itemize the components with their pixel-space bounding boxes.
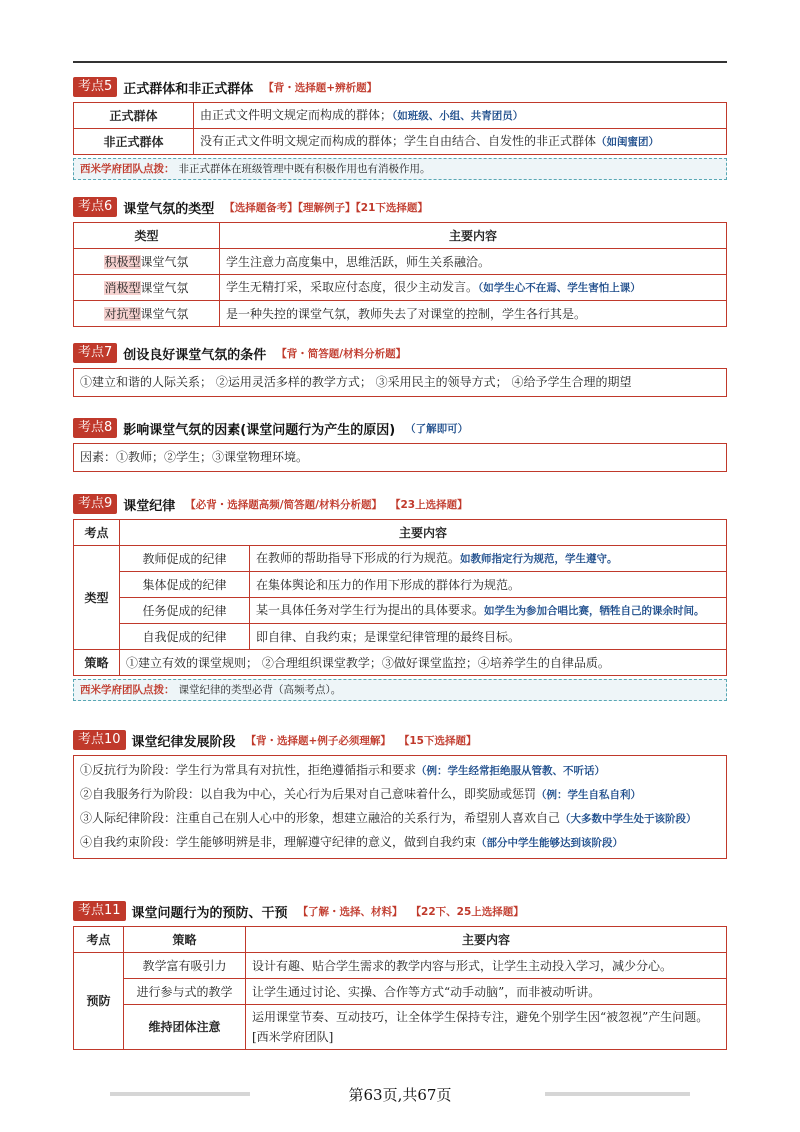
section-10-note: 【背・选择题+例子必须理解】 bbox=[245, 734, 391, 747]
table-cell: 设计有趣、贴合学生需求的教学内容与形式，让学生主动投入学习，减少分心。 bbox=[246, 953, 727, 979]
item-example: （大多数中学生处于该阶段） bbox=[560, 813, 697, 825]
section-9-tag: 考点9 bbox=[73, 494, 117, 514]
tip-text: 课堂纪律的类型必背（高频考点）。 bbox=[178, 684, 342, 696]
section-9-tip bbox=[73, 679, 727, 701]
table-cell bbox=[194, 129, 727, 155]
section-9-note-year: 【23上选择题】 bbox=[389, 498, 468, 511]
section-6 bbox=[73, 196, 727, 327]
section-9-header bbox=[73, 493, 727, 515]
cell-text: 由正式文件明文规定而构成的群体； bbox=[200, 108, 393, 122]
section-6-header bbox=[73, 196, 727, 218]
cell-example: 如教师指定行为规范，学生遵守。 bbox=[460, 553, 618, 565]
section-7-content: ①建立和谐的人际关系； ②运用灵活多样的教学方式； ③采用民主的领导方式； ④给予学生合理的期望 bbox=[73, 368, 727, 397]
item-text: ④自我约束阶段：学生能够明辨是非，理解遵守纪律的意义，做到自我约束 bbox=[80, 835, 477, 849]
group-cell: 类型 bbox=[74, 546, 120, 650]
section-8-title: 影响课堂气氛的因素(课堂问题行为产生的原因) bbox=[123, 422, 396, 438]
table-cell: 非正式群体 bbox=[74, 129, 194, 155]
section-11 bbox=[73, 900, 727, 1050]
table-cell bbox=[74, 249, 220, 275]
cell-text: 没有正式文件明文规定而构成的群体；学生自由结合、自发性的非正式群体 bbox=[200, 134, 597, 148]
table-cell: 教师促成的纪律 bbox=[120, 546, 250, 572]
top-rule bbox=[73, 61, 727, 63]
section-10-title: 课堂纪律发展阶段 bbox=[131, 734, 236, 750]
section-11-table bbox=[73, 926, 727, 1050]
table-cell: 让学生通过讨论、实操、合作等方式“动手动脑”，而非被动听讲。 bbox=[246, 979, 727, 1005]
section-11-tag: 考点11 bbox=[73, 901, 126, 921]
table-row bbox=[74, 546, 727, 572]
section-8-tag: 考点8 bbox=[73, 418, 117, 438]
section-7 bbox=[73, 342, 727, 397]
type-highlight: 对抗型 bbox=[104, 306, 141, 321]
cell-text: 某一具体任务对学生行为提出的具体要求。 bbox=[256, 603, 485, 617]
table-cell bbox=[194, 103, 727, 129]
column-header: 考点 bbox=[74, 927, 124, 953]
table-row bbox=[74, 301, 727, 327]
strategy-cell: ①建立有效的课堂规则； ②合理组织课堂教学；③做好课堂监控；④培养学生的自律品质。 bbox=[120, 650, 727, 676]
cell-example: （如班级、小组、共青团员） bbox=[392, 110, 524, 122]
table-row bbox=[74, 1005, 727, 1050]
table-row bbox=[74, 275, 727, 301]
cell-example: （如闺蜜团） bbox=[596, 136, 660, 148]
type-highlight: 消极型 bbox=[104, 280, 141, 295]
table-cell: 正式群体 bbox=[74, 103, 194, 129]
table-row bbox=[74, 598, 727, 624]
section-5-tip bbox=[73, 158, 727, 180]
table-cell bbox=[250, 572, 727, 598]
table-cell bbox=[250, 598, 727, 624]
table-row bbox=[74, 979, 727, 1005]
section-9-table bbox=[73, 519, 727, 676]
section-6-note: 【选择题备考】【理解例子】【21下选择题】 bbox=[224, 201, 428, 214]
table-header-row bbox=[74, 927, 727, 953]
section-5-note: 【背・选择题+辨析题】 bbox=[263, 81, 378, 94]
cell-text: 在集体舆论和压力的作用下形成的群体行为规范。 bbox=[256, 577, 521, 592]
section-10-tag: 考点10 bbox=[73, 730, 126, 750]
section-5-table bbox=[73, 102, 727, 155]
column-header: 主要内容 bbox=[246, 927, 727, 953]
group-cell: 预防 bbox=[74, 953, 124, 1050]
item-text: ③人际纪律阶段：注重自己在别人心中的形象，想建立融洽的关系行为，希望别人喜欢自己 bbox=[80, 811, 561, 825]
table-cell: 自我促成的纪律 bbox=[120, 624, 250, 650]
section-8-note: （了解即可） bbox=[405, 422, 469, 435]
item-example: （例：学生自私自利） bbox=[536, 789, 642, 801]
table-cell bbox=[250, 546, 727, 572]
table-cell: 任务促成的纪律 bbox=[120, 598, 250, 624]
column-header: 类型 bbox=[74, 223, 220, 249]
item-text: ①反抗行为阶段：学生行为常具有对抗性，拒绝遵循指示和要求 bbox=[80, 763, 417, 777]
section-11-note: 【了解・选择、材料】 bbox=[297, 905, 403, 918]
cell-text: 在教师的帮助指导下形成的行为规范。 bbox=[256, 551, 461, 565]
table-row bbox=[74, 624, 727, 650]
section-8-header bbox=[73, 417, 727, 439]
cell-text: 是一种失控的课堂气氛，教师失去了对课堂的控制，学生各行其是。 bbox=[226, 306, 587, 321]
table-row bbox=[74, 129, 727, 155]
table-cell bbox=[74, 301, 220, 327]
table-header-row bbox=[74, 520, 727, 546]
tip-label: 西米学府团队点拨： bbox=[80, 163, 175, 175]
table-cell: 运用课堂节奏、互动技巧，让全体学生保持专注，避免个别学生因“被忽视”产生问题。[西米学府团队] bbox=[246, 1005, 727, 1050]
type-highlight: 积极型 bbox=[104, 254, 141, 269]
table-row bbox=[74, 572, 727, 598]
table-cell: 集体促成的纪律 bbox=[120, 572, 250, 598]
cell-example: （如学生心不在焉、学生害怕上课） bbox=[478, 282, 641, 294]
table-row bbox=[74, 650, 727, 676]
table-cell bbox=[74, 275, 220, 301]
column-header: 主要内容 bbox=[120, 520, 727, 546]
table-row bbox=[74, 103, 727, 129]
section-6-tag: 考点6 bbox=[73, 197, 117, 217]
section-5-header bbox=[73, 76, 727, 98]
section-10-content bbox=[73, 755, 727, 859]
section-7-title: 创设良好课堂气氛的条件 bbox=[123, 347, 267, 363]
section-11-note-year: 【22下、25上选择题】 bbox=[410, 905, 524, 918]
table-cell bbox=[220, 275, 727, 301]
cell-text: 学生注意力高度集中，思维活跃，师生关系融洽。 bbox=[226, 254, 491, 269]
section-7-header bbox=[73, 342, 727, 364]
cell-text: 学生无精打采，采取应付态度，很少主动发言。 bbox=[226, 280, 479, 294]
table-cell bbox=[220, 301, 727, 327]
table-row bbox=[74, 953, 727, 979]
section-9 bbox=[73, 493, 727, 701]
section-5-title: 正式群体和非正式群体 bbox=[123, 81, 254, 97]
section-10-header bbox=[73, 729, 727, 751]
item-example: （部分中学生能够达到该阶段） bbox=[476, 837, 624, 849]
list-item bbox=[80, 831, 720, 855]
section-10-note-year: 【15下选择题】 bbox=[398, 734, 477, 747]
tip-label: 西米学府团队点拨： bbox=[80, 684, 175, 696]
section-9-note: 【必背・选择题高频/简答题/材料分析题】 bbox=[185, 498, 382, 511]
section-5-tag: 考点5 bbox=[73, 77, 117, 97]
section-8-content: 因素：①教师；②学生；③课堂物理环境。 bbox=[73, 443, 727, 472]
type-suffix: 课堂气氛 bbox=[140, 306, 189, 321]
section-8 bbox=[73, 417, 727, 472]
list-item bbox=[80, 807, 720, 831]
table-cell bbox=[250, 624, 727, 650]
column-header: 主要内容 bbox=[220, 223, 727, 249]
tip-text: 非正式群体在班级管理中既有积极作用也有消极作用。 bbox=[178, 163, 431, 175]
list-item bbox=[80, 759, 720, 783]
section-7-note: 【背・简答题/材料分析题】 bbox=[276, 347, 407, 360]
strategy-label: 策略 bbox=[74, 650, 120, 676]
column-header: 策略 bbox=[124, 927, 246, 953]
cell-example: 如学生为参加合唱比赛，牺牲自己的课余时间。 bbox=[484, 605, 705, 617]
list-item bbox=[80, 783, 720, 807]
section-11-title: 课堂问题行为的预防、干预 bbox=[131, 905, 288, 921]
table-cell bbox=[220, 249, 727, 275]
section-6-table bbox=[73, 222, 727, 327]
table-cell: 维持团体注意 bbox=[124, 1005, 246, 1050]
section-6-title: 课堂气氛的类型 bbox=[123, 201, 215, 217]
column-header: 考点 bbox=[74, 520, 120, 546]
section-5 bbox=[73, 76, 727, 180]
cell-text: 即自律、自我约束；是课堂纪律管理的最终目标。 bbox=[256, 629, 521, 644]
item-text: ②自我服务行为阶段：以自我为中心，关心行为后果对自己意味着什么，即奖励或惩罚 bbox=[80, 787, 537, 801]
type-suffix: 课堂气氛 bbox=[140, 254, 189, 269]
item-example: （例：学生经常拒绝服从管教、不听话） bbox=[416, 765, 606, 777]
type-suffix: 课堂气氛 bbox=[140, 280, 189, 295]
table-row bbox=[74, 249, 727, 275]
table-cell: 进行参与式的教学 bbox=[124, 979, 246, 1005]
section-7-tag: 考点7 bbox=[73, 343, 117, 363]
section-9-title: 课堂纪律 bbox=[123, 498, 176, 514]
table-header-row bbox=[74, 223, 727, 249]
table-cell: 教学富有吸引力 bbox=[124, 953, 246, 979]
page-number: 第63页,共67页 bbox=[348, 1086, 452, 1104]
section-10 bbox=[73, 729, 727, 859]
section-11-header bbox=[73, 900, 727, 922]
